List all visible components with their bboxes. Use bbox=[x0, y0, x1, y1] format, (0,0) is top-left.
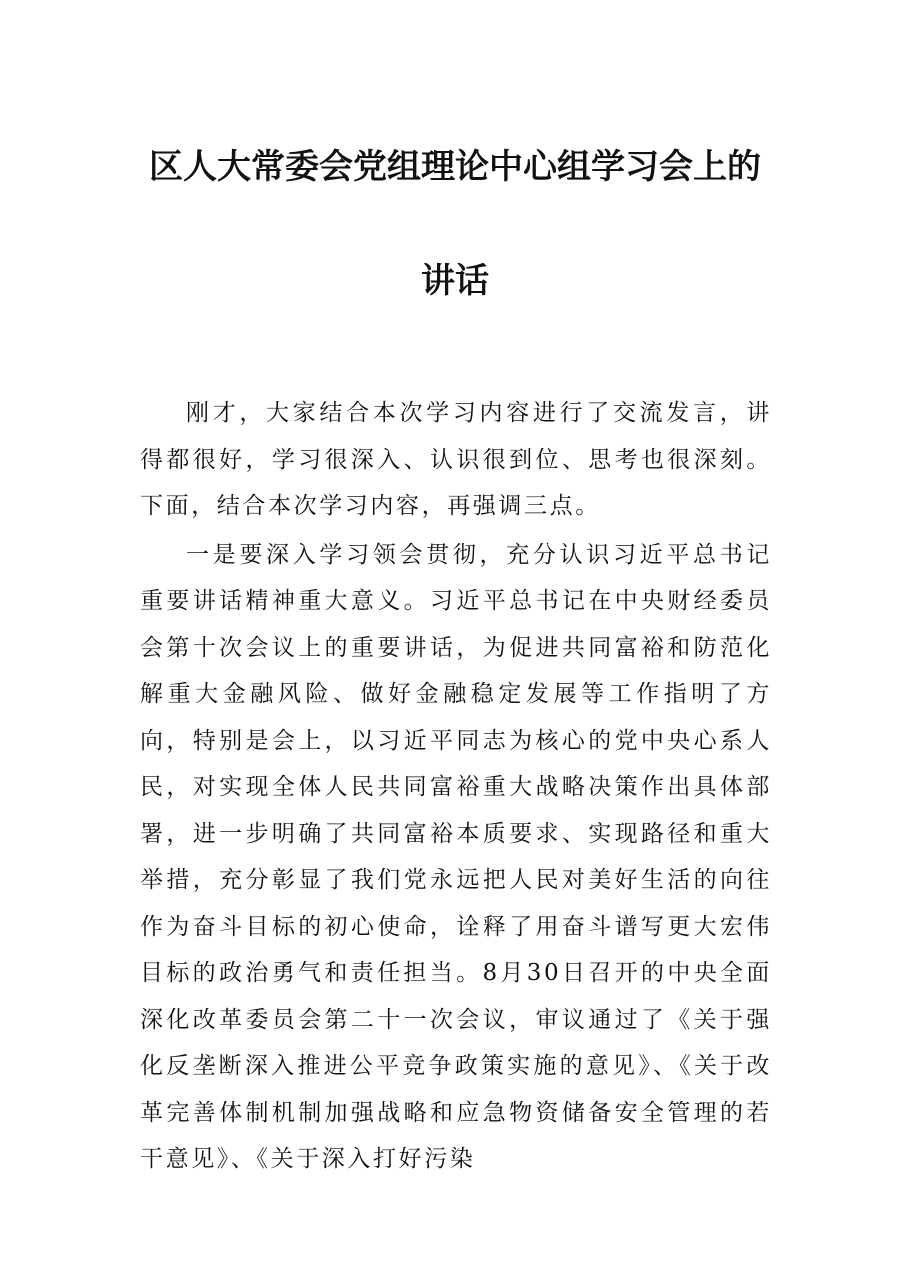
paragraph-intro: 刚才，大家结合本次学习内容进行了交流发言，讲得都很好，学习很深入、认识很到位、思考也很深刻。下面，结合本次学习内容，再强调三点。 bbox=[140, 400, 772, 519]
document-title-line-1: 区人大常委会党组理论中心组学习会上的 bbox=[149, 147, 761, 187]
document-body bbox=[140, 390, 772, 1185]
document-title-line-2: 讲话 bbox=[421, 261, 489, 301]
paragraph-point-one: 一是要深入学习领会贯彻，充分认识习近平总书记重要讲话精神重大意义。习近平总书记在中央财经委员会第十次会议上的重要讲话，为促进共同富裕和防范化解重大金融风险、做好金融稳定发展等工作指明了方向，特别是会上，以习近平同志为核心的党中央心系人民，对实现全体人民共同富裕重大战略决策作出具体部署，进一步明确了共同富裕本质要求、实现路径和重大举措，充分彰显了我们党永远把人民对美好生活的向往作为奋斗目标的初心使命，诠释了用奋斗谱写更大宏伟目标的政治勇气和责任担当。8月30日召开的中央全面深化改革委员会第二十一次会议，审议通过了《关于强化反垄断深入推进公平竞争政策实施的意见》、《关于改革完善体制机制加强战略和应急物资储备安全管理的若干意见》、《关于深入打好污染 bbox=[140, 541, 772, 1172]
